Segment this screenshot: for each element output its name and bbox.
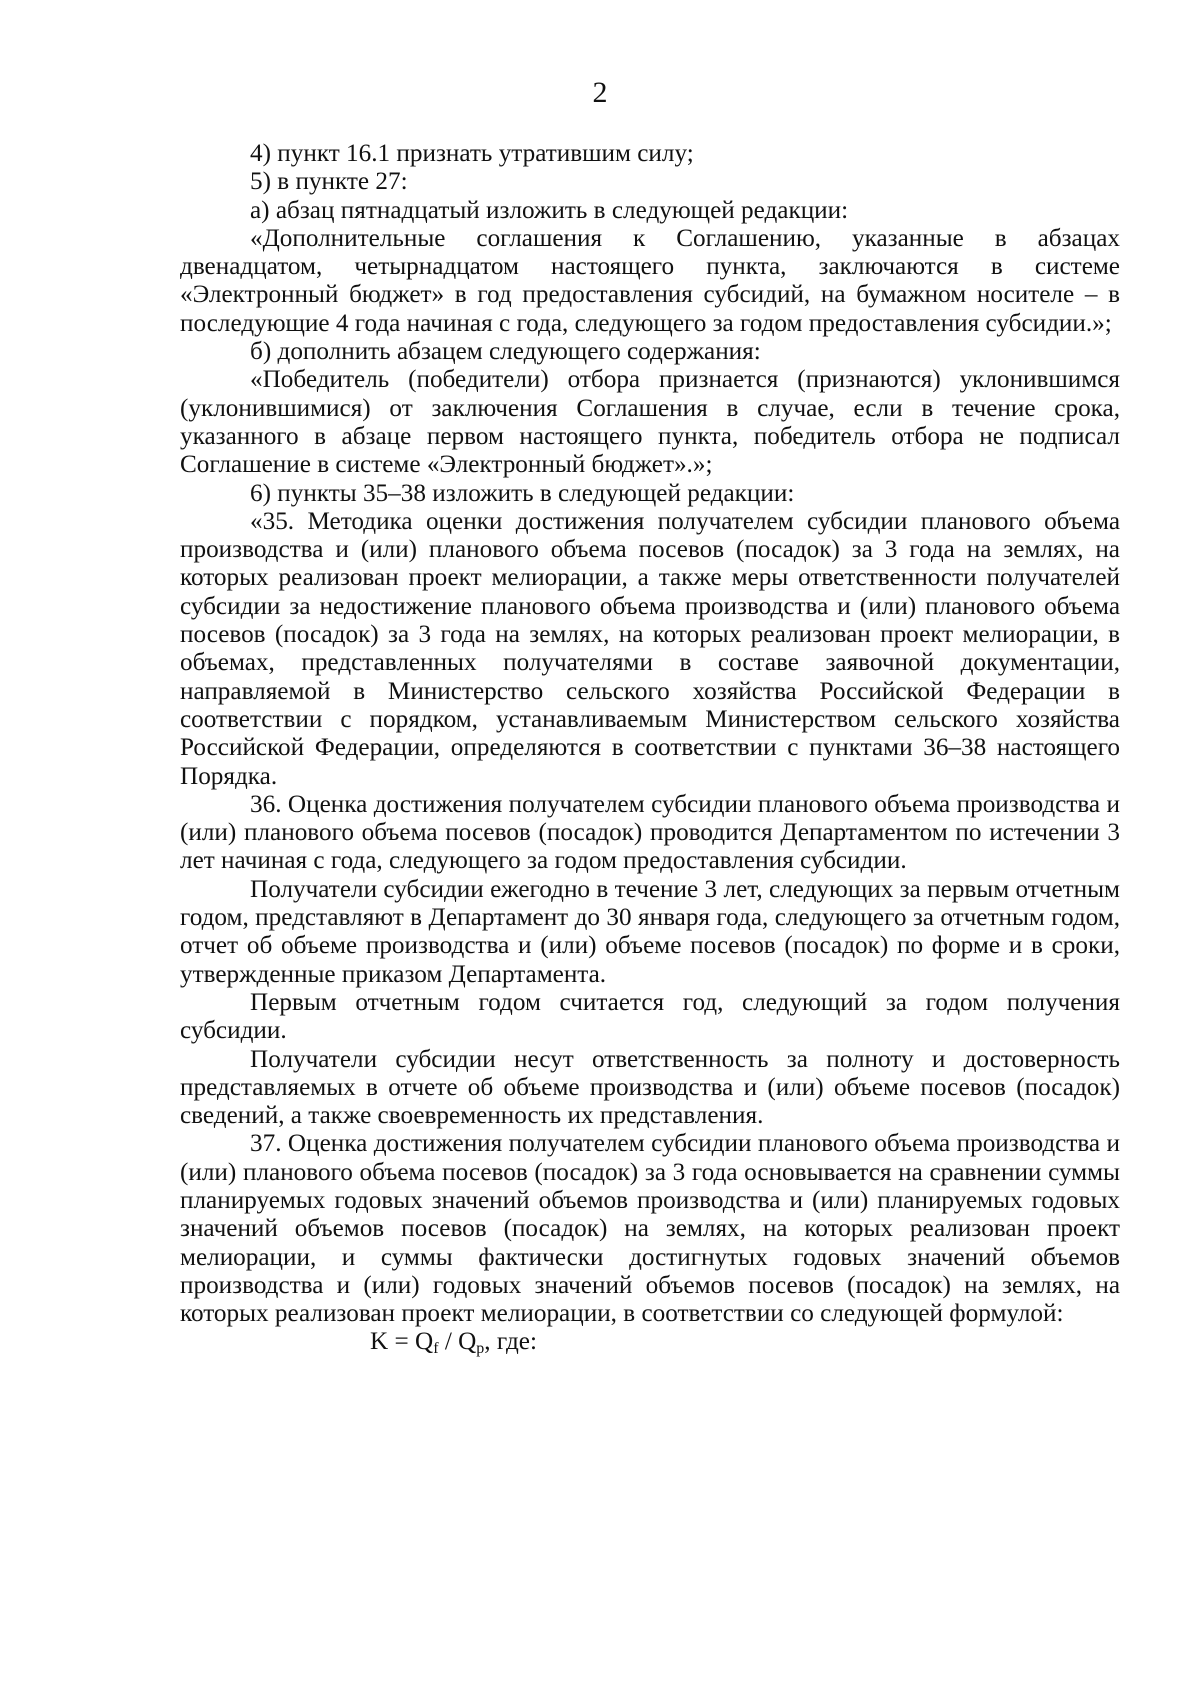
document-body [180, 140, 1120, 1357]
formula-sub-p: p [476, 1340, 485, 1358]
formula [180, 1328, 1120, 1356]
formula-sub-f: f [433, 1340, 439, 1358]
paragraph: «Дополнительные соглашения к Соглашению, указанные в абзацах двенадцатом, четырнадцатом настоящего пункта, заключаются в системе «Электронный бюджет» в год предоставления субсидий, на бумажном носителе – в последующие 4 года начиная с года, следующего за годом предоставления субсидии.»; [180, 224, 1120, 337]
paragraph: 5) в пункте 27: [250, 168, 408, 196]
paragraph: 37. Оценка достижения получателем субсидии планового объема производства и (или) планового объема посевов (посадок) за 3 года основывается на сравнении суммы планируемых годовых значений объемов производства и (или) планируемых годовых значений объемов посевов (посадок) на землях, на которых реализован проект мелиорации, и суммы фактически достигнутых годовых значений объемов производства и (или) годовых значений объемов посевов (посадок) на землях, на которых реализован проект мелиорации, в соответствии со следующей формулой: [180, 1130, 1120, 1328]
paragraph: а) абзац пятнадцатый изложить в следующей редакции: [250, 196, 849, 224]
paragraph: 4) пункт 16.1 признать утратившим силу; [250, 140, 694, 167]
paragraph: б) дополнить абзацем следующего содержания: [250, 338, 761, 366]
paragraph: Получатели субсидии ежегодно в течение 3 лет, следующих за первым отчетным годом, представляют в Департамент до 30 января года, следующего за отчетным годом, отчет об объеме производства и (или) объеме посевов (посадок) по форме и в сроки, утвержденные приказом Департамента. [180, 875, 1120, 988]
paragraph: 36. Оценка достижения получателем субсидии планового объема производства и (или) планового объема посевов (посадок) проводится Департаментом по истечении 3 лет начиная с года, следующего за годом предоставления субсидии. [180, 790, 1120, 875]
formula-tail: , где: [484, 1328, 537, 1356]
formula-mid: / Q [438, 1328, 477, 1356]
formula-lhs: K = Q [370, 1328, 434, 1356]
paragraph: Получатели субсидии несут ответственность за полноту и достоверность представляемых в отчете об объеме производства и (или) объеме посевов (посадок) сведений, а также своевременность их представления. [180, 1045, 1120, 1130]
paragraph: Первым отчетным годом считается год, следующий за годом получения субсидии. [180, 988, 1120, 1045]
paragraph: 6) пункты 35–38 изложить в следующей редакции: [250, 479, 795, 507]
page-number: 2 [592, 76, 608, 109]
paragraph: «Победитель (победители) отбора признается (признаются) уклонившимся (уклонившимися) от заключения Соглашения в случае, если в течение срока, указанного в абзаце первом настоящего пункта, победитель отбора не подписал Соглашение в системе «Электронный бюджет».»; [180, 366, 1120, 479]
paragraph: «35. Методика оценки достижения получателем субсидии планового объема производства и (или) планового объема посевов (посадок) за 3 года на землях, на которых реализован проект мелиорации, а также меры ответственности получателей субсидии за недостижение планового объема производства и (или) планового объема посевов (посадок) за 3 года на землях, на которых реализован проект мелиорации, в объемах, представленных получателями в составе заявочной документации, направляемой в Министерство сельского хозяйства Российской Федерации в соответствии с порядком, устанавливаемым Министерством сельского хозяйства Российской Федерации, определяются в соответствии с пунктами 36–38 настоящего Порядка. [180, 507, 1120, 790]
